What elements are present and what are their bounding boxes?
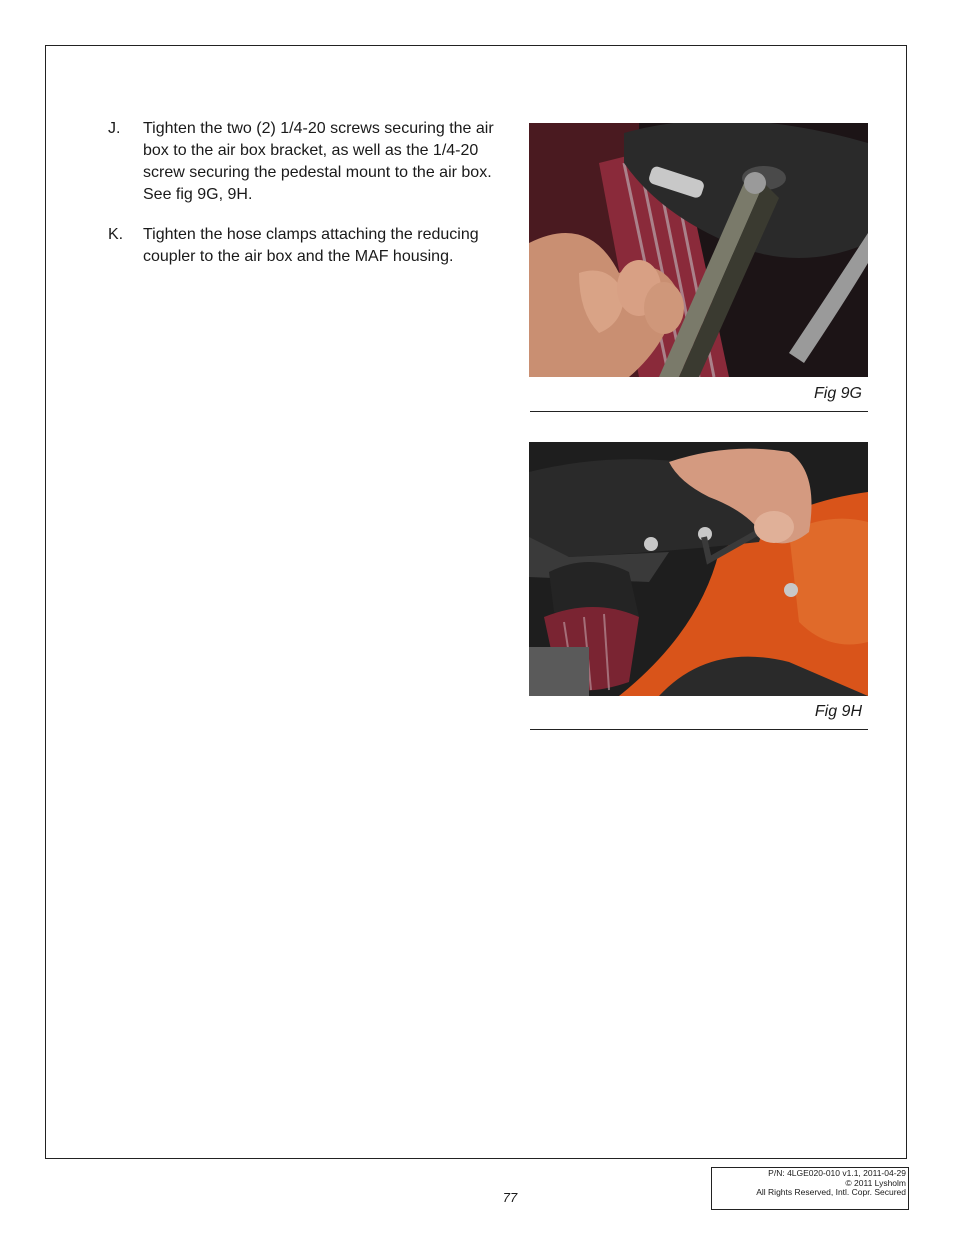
part-number: P/N: 4LGE020-010 v1.1, 2011-04-29 bbox=[768, 1168, 906, 1178]
caption-rule bbox=[530, 411, 868, 412]
step-letter: K. bbox=[108, 226, 124, 243]
instruction-step-j bbox=[108, 118, 498, 206]
figure-9h bbox=[529, 442, 868, 732]
figure-caption: Fig 9H bbox=[814, 703, 862, 720]
rights-notice: All Rights Reserved, Intl. Copr. Secured bbox=[756, 1187, 906, 1198]
photo-airbox-tightening bbox=[529, 123, 868, 377]
document-info-box bbox=[711, 1167, 909, 1210]
photo-pedestal-mount bbox=[529, 442, 868, 696]
step-letter: J. bbox=[108, 120, 121, 137]
copyright-notice: © 2011 Lysholm bbox=[845, 1177, 906, 1188]
figure-9g bbox=[529, 123, 868, 413]
step-text: Tighten the two (2) 1/4-20 screws securing the air box to the air box bracket, as well as the 1/4-20 screw securing the pedestal mount to the air box. See fig 9G, 9H. bbox=[143, 120, 494, 203]
figure-caption: Fig 9G bbox=[813, 385, 862, 402]
step-text: Tighten the hose clamps attaching the reducing coupler to the air box and the MAF housing. bbox=[143, 226, 479, 265]
caption-rule bbox=[530, 729, 868, 730]
page-number: 77 bbox=[502, 1190, 518, 1205]
instruction-step-k bbox=[108, 224, 498, 268]
